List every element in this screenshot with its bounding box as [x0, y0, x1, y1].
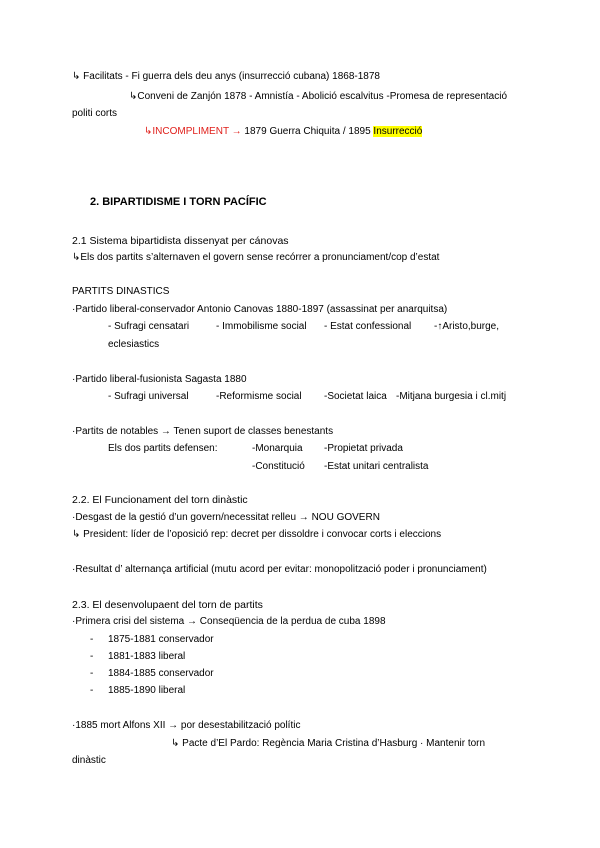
intro-line-3: politi corts — [72, 108, 118, 119]
defensen-item-3: -Constitució — [252, 461, 305, 472]
dinastics-title: PARTITS DINASTICS — [72, 286, 170, 297]
fus-item-4: -Mitjana burgesia i cl.mitj — [396, 391, 507, 402]
subsection-2-3-line-2: ·1885 mort Alfons XII → por desestabilització polític — [72, 720, 301, 731]
cons-item-2: - Immobilisme social — [216, 321, 307, 332]
incompliment-text: ↳INCOMPLIMENT → — [144, 126, 242, 137]
subsection-2-3-line-3: ↳ Pacte d’El Pardo: Regència Maria Cristina d’Hasburg · Mantenir torn — [171, 738, 486, 749]
cons-item-1: - Sufragi censatari — [108, 321, 190, 332]
guerra-chiquita-text: 1879 Guerra Chiquita / 1895 — [241, 126, 374, 137]
subsection-2-2-line-3: ·Resultat d’ alternança artificial (mutu acord per evitar: monopolització poder i pronunciament) — [72, 564, 487, 575]
defensen-label: Els dos partits defensen: — [108, 443, 218, 454]
period-bullet-1: - — [90, 634, 94, 645]
conservador-line: ·Partido liberal-conservador Antonio Canovas 1880-1897 (assassinat per anarquitsa) — [72, 304, 448, 315]
section-2-heading: 2. BIPARTIDISME I TORN PACÍFIC — [90, 196, 267, 208]
fusionista-line: ·Partido liberal-fusionista Sagasta 1880 — [72, 374, 247, 385]
intro-line-1: ↳ Facilitats - Fi guerra dels deu anys (insurrecció cubana) 1868-1878 — [72, 71, 380, 82]
period-item-1: 1875-1881 conservador — [108, 634, 214, 645]
fus-item-2: -Reformisme social — [216, 391, 302, 402]
subsection-2-3-line-1: ·Primera crisi del sistema → Conseqüencia de la perdua de cuba 1898 — [72, 616, 386, 627]
subsection-2-2-line-1: ·Desgast de la gestió d’un govern/necessitat relleu → NOU GOVERN — [72, 512, 380, 523]
defensen-item-2: -Propietat privada — [324, 443, 403, 454]
insurreccio-highlight: Insurrecció — [373, 126, 423, 137]
defensen-item-1: -Monarquia — [252, 443, 303, 454]
cons-item-wrap: eclesiastics — [108, 339, 160, 350]
period-item-2: 1881-1883 liberal — [108, 651, 186, 662]
subsection-2-2-line-2: ↳ President: líder de l’oposició rep: decret per dissoldre i convocar corts i eleccions — [72, 529, 442, 540]
fus-item-3: -Societat laica — [324, 391, 387, 402]
subsection-2-3-line-4: dinàstic — [72, 755, 106, 766]
defensen-item-4: -Estat unitari centralista — [324, 461, 429, 472]
cons-item-4: -↑Aristo,burge, — [434, 321, 500, 332]
subsection-2-1-title: 2.1 Sistema bipartidista dissenyat per cánovas — [72, 235, 289, 247]
intro-line-2: ↳Conveni de Zanjón 1878 - Amnistía - Abolició escalvitus -Promesa de representació — [129, 91, 508, 102]
period-item-4: 1885-1890 liberal — [108, 685, 186, 696]
period-bullet-4: - — [90, 685, 94, 696]
period-item-3: 1884-1885 conservador — [108, 668, 214, 679]
period-bullet-2: - — [90, 651, 94, 662]
subsection-2-3-title: 2.3. El desenvolupaent del torn de partits — [72, 599, 263, 611]
subsection-2-2-title: 2.2. El Funcionament del torn dinàstic — [72, 494, 248, 506]
period-bullet-3: - — [90, 668, 94, 679]
subsection-2-1-text: ↳Els dos partits s’alternaven el govern sense recórrer a pronunciament/cop d’estat — [72, 252, 440, 263]
fus-item-1: - Sufragi universal — [108, 391, 189, 402]
notables-line: ·Partits de notables → Tenen suport de classes benestants — [72, 426, 334, 437]
cons-item-3: - Estat confessional — [324, 321, 412, 332]
intro-line-4 — [144, 126, 422, 138]
